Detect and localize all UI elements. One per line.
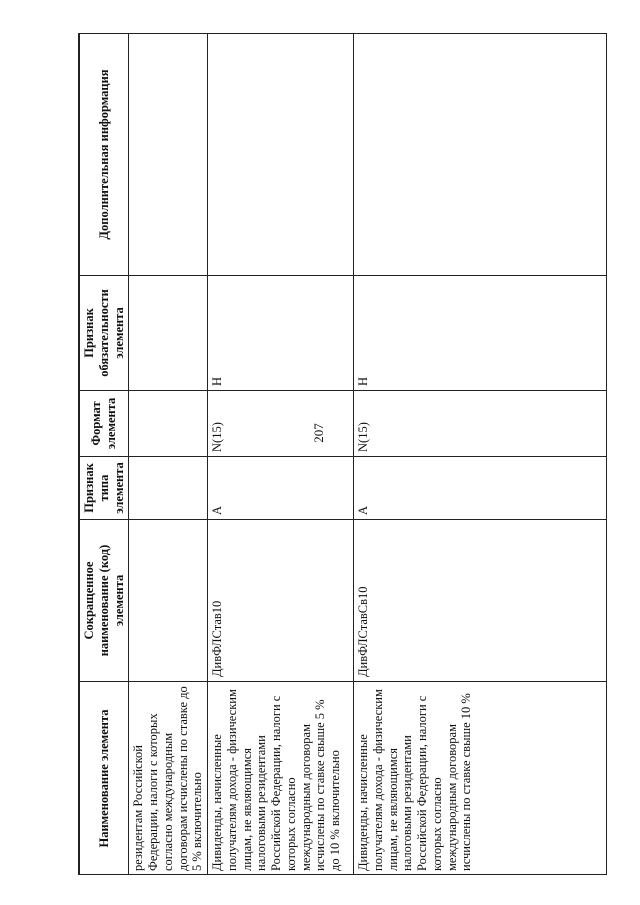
table-row <box>129 34 208 876</box>
cell-code <box>129 520 208 682</box>
table-frame <box>78 33 607 875</box>
cell-format: N(15) <box>208 391 354 457</box>
header-format: Формат элемента <box>80 391 129 457</box>
table-header-row <box>80 34 129 876</box>
rotated-table-container <box>79 34 607 875</box>
cell-format <box>129 391 208 457</box>
table-row <box>354 34 608 876</box>
cell-extra-info <box>208 34 354 276</box>
header-mandatory: Признак обязательности элемента <box>80 276 129 391</box>
header-short-name: Сокращенное наименование (код) элемента <box>80 520 129 682</box>
cell-mandatory: Н <box>354 276 608 391</box>
cell-type <box>129 457 208 520</box>
cell-mandatory: Н <box>208 276 354 391</box>
cell-type: А <box>208 457 354 520</box>
cell-extra-info <box>354 34 608 276</box>
cell-code: ДивФЛСтавСв10 <box>354 520 608 682</box>
cell-element-name: Дивиденды, начисленные получателям дохода - физическим лицам, не являющимся налоговыми резидентами Российской Федерации, налоги с которых согласно международным договорам исчислены по ставке свыше 10 % <box>354 682 608 876</box>
header-type: Признак типа элемента <box>80 457 129 520</box>
cell-element-name: Дивиденды, начисленные получателям дохода - физическим лицам, не являющимся налоговыми резидентами Российской Федерации, налоги с которых согласно международным договорам исчислены по ставке свыше 5 % до 10 % включительно <box>208 682 354 876</box>
table-row <box>208 34 354 876</box>
elements-table <box>79 33 607 875</box>
page-number: 207 <box>311 423 326 443</box>
cell-element-name: резидентам Российской Федерации, налоги с которых согласно международным договорам исчислены по ставке до 5 % включительно <box>129 682 208 876</box>
cell-code: ДивФЛСтав10 <box>208 520 354 682</box>
cell-format: N(15) <box>354 391 608 457</box>
header-extra-info: Дополнительная информация <box>80 34 129 276</box>
header-element-name: Наименование элемента <box>80 682 129 876</box>
cell-extra-info <box>129 34 208 276</box>
cell-type: А <box>354 457 608 520</box>
cell-mandatory <box>129 276 208 391</box>
